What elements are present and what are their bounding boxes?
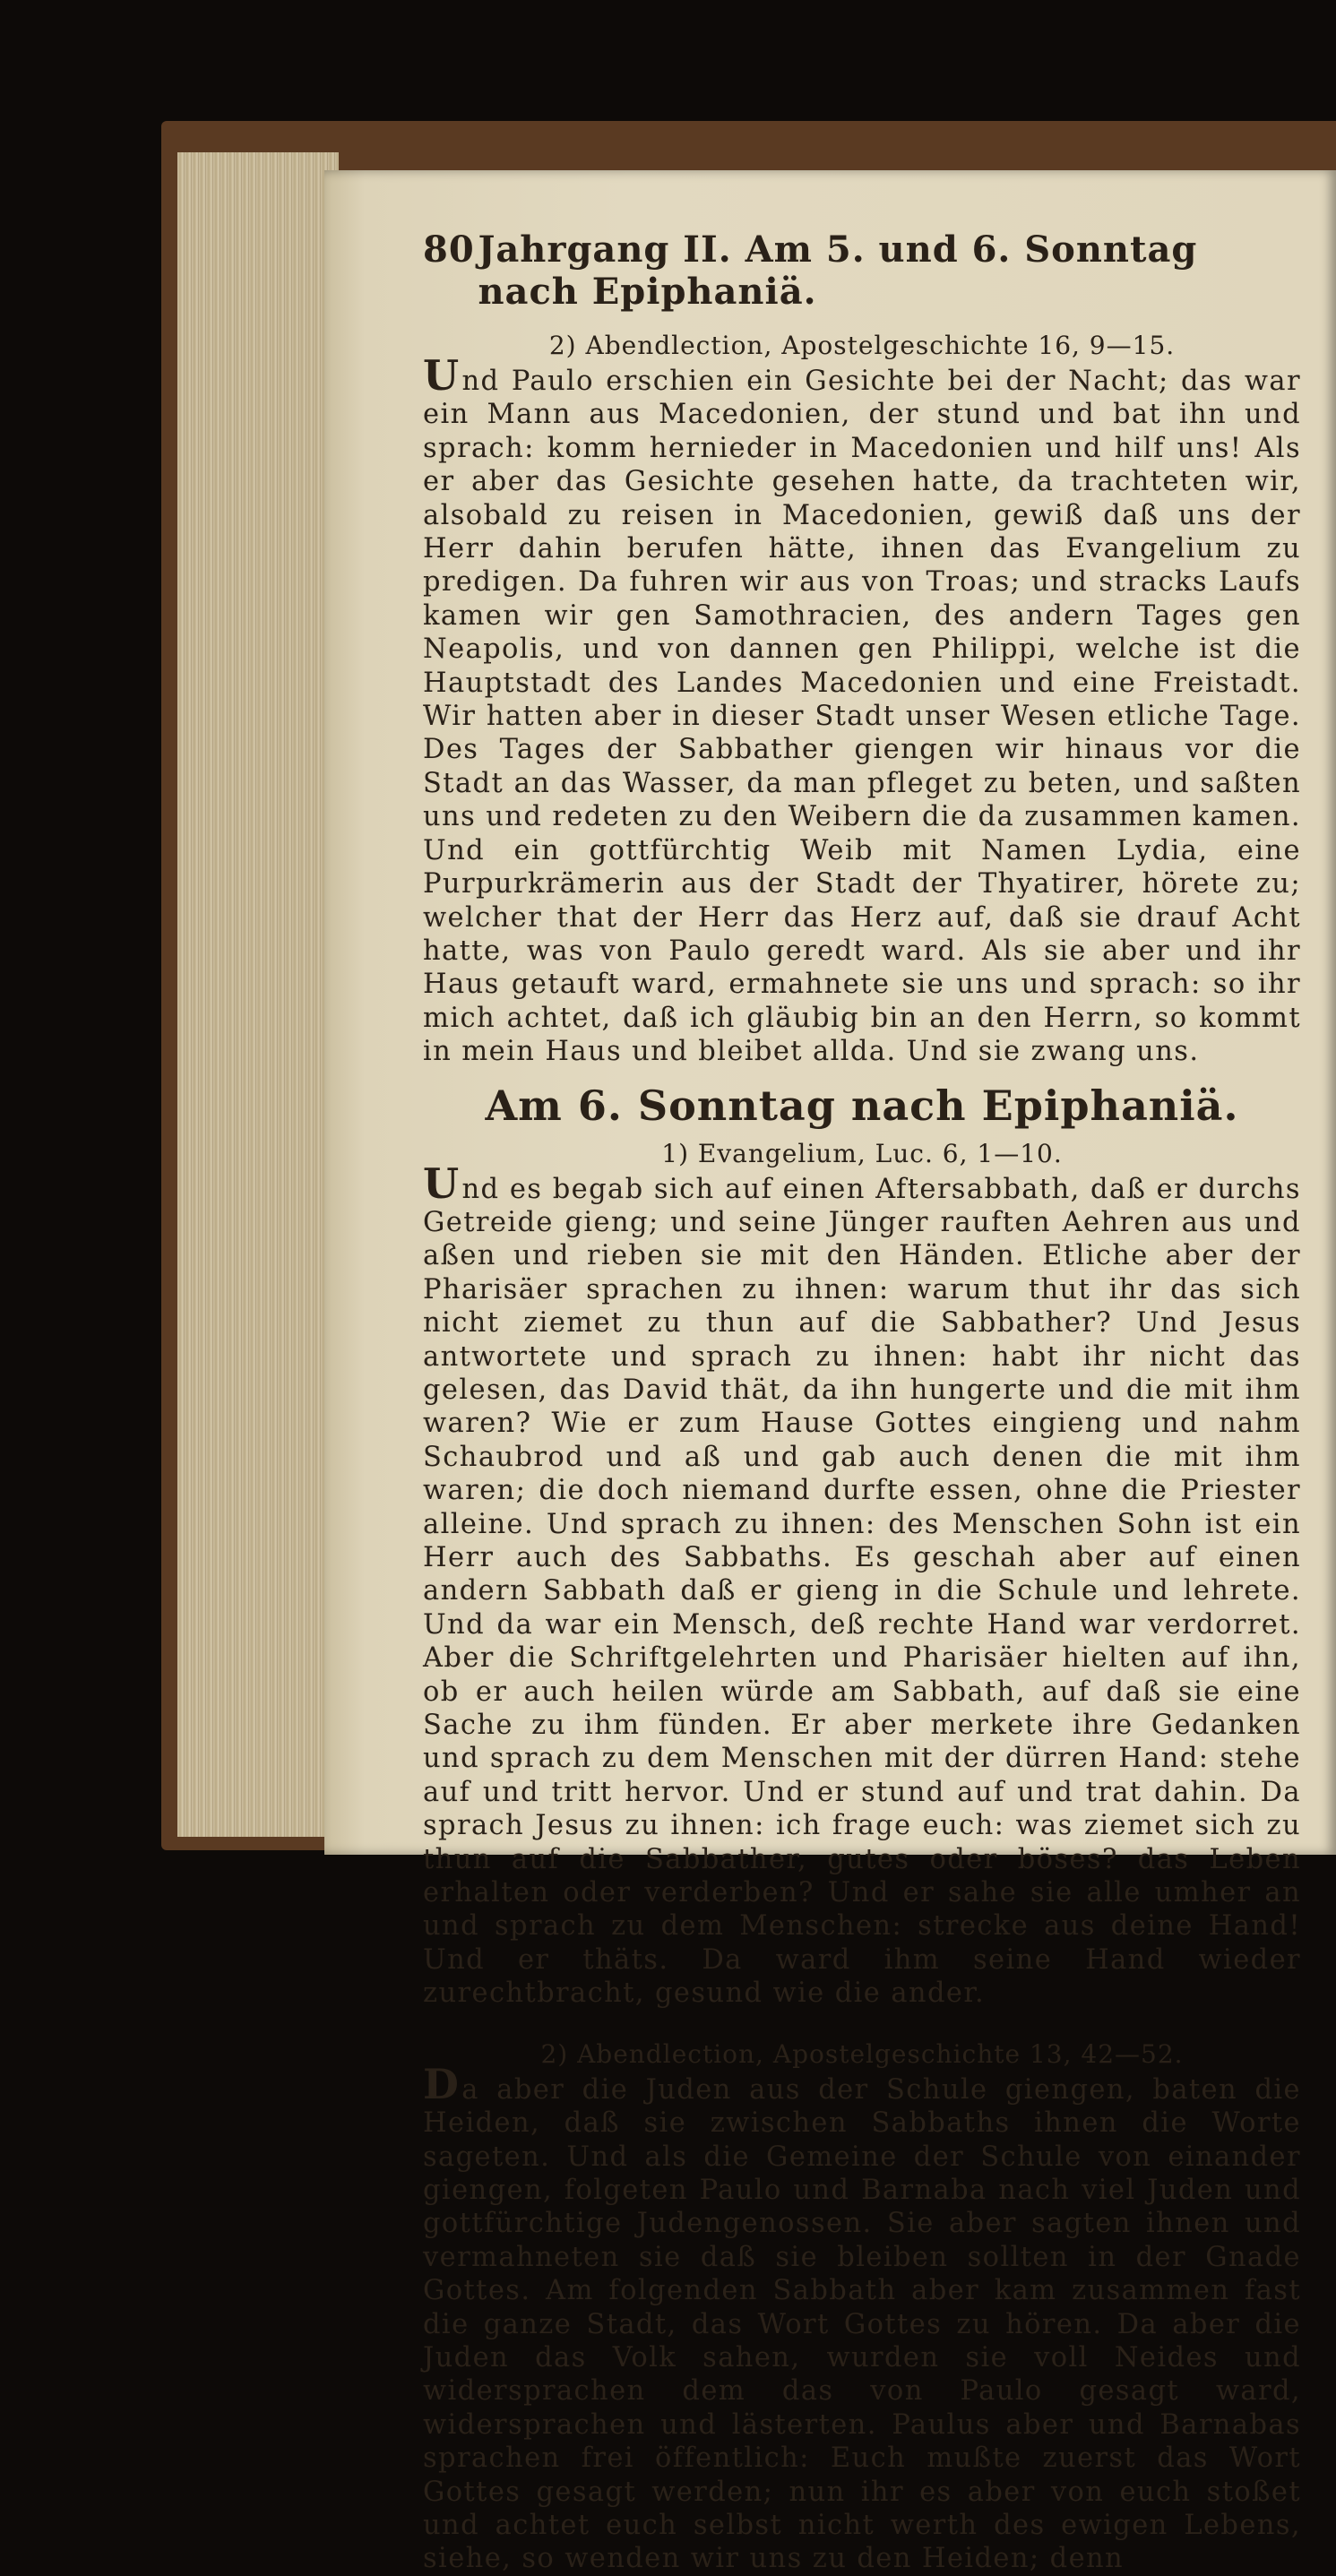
page-content: [423, 228, 1301, 2576]
running-head: [423, 228, 1301, 313]
paragraph-acts-16: [423, 351, 1301, 1069]
paragraph-text: nd Paulo erschien ein Gesichte bei der Nacht; das war ein Mann aus Macedonien, der stund und bat ihn und sprach: komm hernieder in Macedonien und hilf uns! Als er aber das Gesichte gesehen hatte, da trachteten wir, alsobald zu reisen in Macedonien, gewiß daß uns der Herr dahin berufen hätte, ihnen das Evangelium zu predigen. Da fuhren wir aus von Troas; und stracks Laufs kamen wir gen Samothracien, des andern Tages gen Neapolis, und von dannen gen Philippi, welche ist die Hauptstadt des Landes Macedonien und eine Freistadt. Wir hatten aber in dieser Stadt unser Wesen etliche Tage. Des Tages der Sabbather giengen wir hinaus vor die Stadt an das Wasser, da man pfleget zu beten, und saßten uns und redeten zu den Weibern die da zusammen kamen. Und ein gottfürchtig Weib mit Namen Lydia, eine Purpurkrämerin aus der Stadt der Thyatirer, hörete zu; welcher that der Herr das Herz auf, daß sie drauf Acht hatte, was von Paulo geredt ward. Als sie aber und ihr Haus getauft ward, ermahnete sie uns und sprach: so ihr mich achtet, daß ich gläubig bin an den Herrn, so kommt in mein Haus und bleibet allda. Und sie zwang uns.: [423, 366, 1301, 1068]
page-number: 80: [423, 228, 475, 271]
initial-letter: U: [423, 351, 461, 400]
initial-letter: U: [423, 1159, 461, 1208]
running-head-title: Jahrgang II. Am 5. und 6. Sonntag nach Epiphaniä.: [478, 228, 1198, 313]
initial-letter: D: [423, 2059, 461, 2108]
paragraph-text: nd es begab sich auf einen Aftersabbath, daß er durchs Getreide gieng; und seine Jünger rauften Aehren aus und aßen und rieben sie mit den Händen. Etliche aber der Pharisäer sprachen zu ihnen: warum thut ihr das sich nicht ziemet zu thun auf die Sabbather? Und Jesus antwortete und sprach zu ihnen: habt ihr nicht das gelesen, das David thät, da ihn hungerte und die mit ihm waren? Wie er zum Hause Gottes eingieng und nahm Schaubrod und aß und gab auch denen die mit ihm waren; die doch niemand durfte essen, ohne die Priester alleine. Und sprach zu ihnen: des Menschen Sohn ist ein Herr auch des Sabbaths. Es geschah aber auf einen andern Sabbath daß er gieng in die Schule und lehrete. Und da war ein Mensch, deß rechte Hand war verdorret. Aber die Schriftgelehrten und Pharisäer hielten auf ihn, ob er auch heilen würde am Sabbath, auf daß sie eine Sache zu ihm fünden. Er aber merkete ihre Gedanken und sprach zu dem Menschen mit der dürren Hand: stehe auf und tritt hervor. Und er stund auf und trat dahin. Da sprach Jesus zu ihnen: ich frage euch: was ziemet sich zu thun auf die Sabbather, gutes oder böses? das Leben erhalten oder verderben? Und er sahe sie alle umher an und sprach zu dem Menschen: strecke aus deine Hand! Und er thäts. Da ward ihm seine Hand wieder zurechtbracht, gesund wie die ander.: [423, 1173, 1301, 2010]
main-heading: Am 6. Sonntag nach Epiphaniä.: [485, 1081, 1239, 1130]
paragraph-text: a aber die Juden aus der Schule giengen, baten die Heiden, daß sie zwischen Sabbaths ihnen die Worte sageten. Und als die Gemeine der Schule von einander giengen, folgeten Paulo und Barnaba nach viel Juden und gottfürchtige Judengenossen. Sie aber sagten ihnen und vermahneten sie daß sie bleiben sollten in der Gnade Gottes. Am folgenden Sabbath aber kam zusammen fast die ganze Stadt, das Wort Gottes zu hören. Da aber die Juden das Volk sahen, wurden sie voll Neides und widersprachen dem das von Paulo gesagt ward, widersprachen und lästerten. Paulus aber und Barnabas sprachen frei öffentlich: Euch mußte zuerst das Wort Gottes gesagt werden; nun ihr es aber von euch stoßet und achtet euch selbst nicht werth des ewigen Lebens, siehe, so wenden wir uns zu den Heiden; denn: [423, 2073, 1301, 2575]
book-page: [324, 170, 1336, 2575]
section-heading-evangelium: 1) Evangelium, Luc. 6, 1—10.: [661, 1138, 1063, 1168]
paragraph-luke-6: [423, 1159, 1301, 2011]
page-edges: [177, 152, 339, 1837]
section-heading-abendlection-2: 2) Abendlection, Apostelgeschichte 13, 42—52.: [540, 2038, 1184, 2069]
section-heading-abendlection-1: 2) Abendlection, Apostelgeschichte 16, 9—15.: [548, 331, 1176, 360]
paragraph-acts-13: [423, 2059, 1301, 2576]
